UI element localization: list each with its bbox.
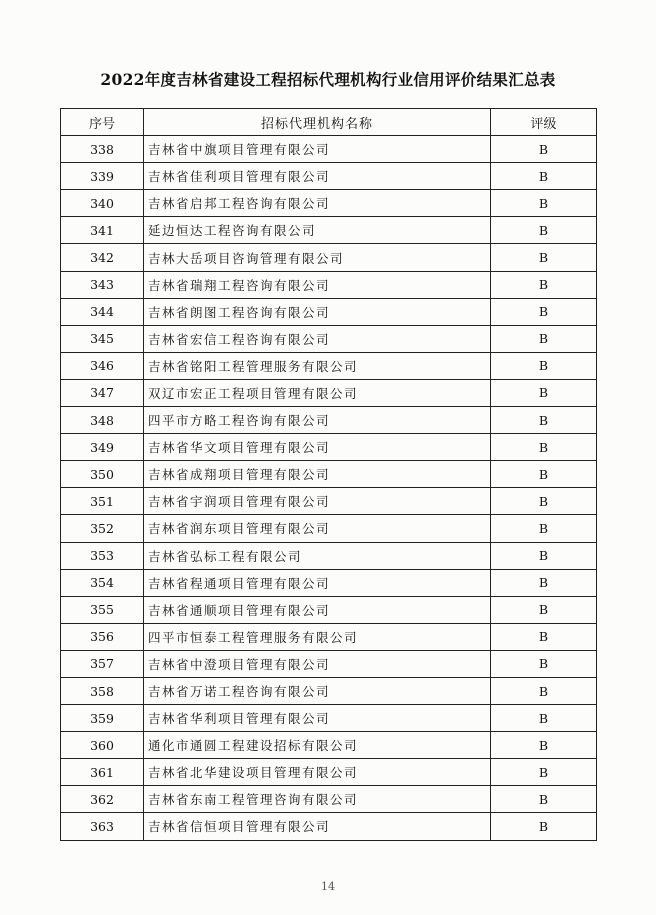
serial-number-cell: 362	[61, 786, 144, 813]
header-agency-name: 招标代理机构名称	[144, 109, 491, 136]
serial-number-cell: 342	[61, 244, 144, 271]
table-row	[61, 407, 597, 434]
grade-cell: B	[491, 705, 597, 732]
agency-name-cell: 通化市通圆工程建设招标有限公司	[144, 732, 491, 759]
grade-cell: B	[491, 190, 597, 217]
grade-cell: B	[491, 596, 597, 623]
agency-name-cell: 吉林省华利项目管理有限公司	[144, 705, 491, 732]
agency-name-cell: 吉林省铭阳工程管理服务有限公司	[144, 352, 491, 379]
agency-name-cell: 吉林省启邦工程咨询有限公司	[144, 190, 491, 217]
table-row	[61, 136, 597, 163]
serial-number-cell: 352	[61, 515, 144, 542]
serial-number-cell: 347	[61, 379, 144, 406]
agency-name-cell: 双辽市宏正工程项目管理有限公司	[144, 379, 491, 406]
agency-name-cell: 吉林省宇润项目管理有限公司	[144, 488, 491, 515]
document-title: 2022年度吉林省建设工程招标代理机构行业信用评价结果汇总表	[100, 70, 556, 89]
serial-number-cell: 351	[61, 488, 144, 515]
agency-name-cell: 吉林省中澄项目管理有限公司	[144, 650, 491, 677]
table-row	[61, 542, 597, 569]
serial-number-cell: 360	[61, 732, 144, 759]
serial-number-cell: 358	[61, 677, 144, 704]
agency-name-cell: 吉林省瑞翔工程咨询有限公司	[144, 271, 491, 298]
grade-cell: B	[491, 515, 597, 542]
table-row	[61, 163, 597, 190]
table-row	[61, 379, 597, 406]
table-row	[61, 623, 597, 650]
table-row	[61, 732, 597, 759]
agency-name-cell: 吉林省信恒项目管理有限公司	[144, 813, 491, 840]
grade-cell: B	[491, 461, 597, 488]
table-row	[61, 515, 597, 542]
table-row	[61, 352, 597, 379]
grade-cell: B	[491, 379, 597, 406]
grade-cell: B	[491, 569, 597, 596]
agency-name-cell: 吉林省北华建设项目管理有限公司	[144, 759, 491, 786]
agency-name-cell: 吉林省弘标工程有限公司	[144, 542, 491, 569]
table-row	[61, 434, 597, 461]
agency-name-cell: 四平市方略工程咨询有限公司	[144, 407, 491, 434]
page-number: 14	[321, 880, 335, 893]
grade-cell: B	[491, 813, 597, 840]
serial-number-cell: 361	[61, 759, 144, 786]
serial-number-cell: 357	[61, 650, 144, 677]
table-row	[61, 650, 597, 677]
serial-number-cell: 355	[61, 596, 144, 623]
grade-cell: B	[491, 434, 597, 461]
grade-cell: B	[491, 542, 597, 569]
serial-number-cell: 340	[61, 190, 144, 217]
agency-name-cell: 延边恒达工程咨询有限公司	[144, 217, 491, 244]
header-serial-number: 序号	[61, 109, 144, 136]
agency-name-cell: 吉林省朗图工程咨询有限公司	[144, 298, 491, 325]
table-row	[61, 705, 597, 732]
table-row	[61, 813, 597, 840]
agency-name-cell: 吉林省佳利项目管理有限公司	[144, 163, 491, 190]
serial-number-cell: 354	[61, 569, 144, 596]
grade-cell: B	[491, 407, 597, 434]
grade-cell: B	[491, 759, 597, 786]
table-row	[61, 325, 597, 352]
grade-cell: B	[491, 298, 597, 325]
serial-number-cell: 343	[61, 271, 144, 298]
grade-cell: B	[491, 325, 597, 352]
grade-cell: B	[491, 244, 597, 271]
table-row	[61, 244, 597, 271]
serial-number-cell: 338	[61, 136, 144, 163]
table-row	[61, 786, 597, 813]
serial-number-cell: 363	[61, 813, 144, 840]
grade-cell: B	[491, 677, 597, 704]
agency-name-cell: 吉林省宏信工程咨询有限公司	[144, 325, 491, 352]
serial-number-cell: 353	[61, 542, 144, 569]
grade-cell: B	[491, 732, 597, 759]
agency-name-cell: 吉林省中旗项目管理有限公司	[144, 136, 491, 163]
grade-cell: B	[491, 271, 597, 298]
serial-number-cell: 346	[61, 352, 144, 379]
table-header-row	[61, 109, 597, 136]
agency-name-cell: 吉林省程通项目管理有限公司	[144, 569, 491, 596]
agency-name-cell: 吉林省万诺工程咨询有限公司	[144, 677, 491, 704]
serial-number-cell: 349	[61, 434, 144, 461]
table-row	[61, 461, 597, 488]
agency-name-cell: 吉林省通顺项目管理有限公司	[144, 596, 491, 623]
agency-name-cell: 吉林省华文项目管理有限公司	[144, 434, 491, 461]
grade-cell: B	[491, 217, 597, 244]
grade-cell: B	[491, 623, 597, 650]
serial-number-cell: 344	[61, 298, 144, 325]
grade-cell: B	[491, 136, 597, 163]
serial-number-cell: 348	[61, 407, 144, 434]
serial-number-cell: 356	[61, 623, 144, 650]
agency-name-cell: 吉林大岳项目咨询管理有限公司	[144, 244, 491, 271]
grade-cell: B	[491, 352, 597, 379]
table-row	[61, 488, 597, 515]
serial-number-cell: 341	[61, 217, 144, 244]
header-grade: 评级	[491, 109, 597, 136]
table-row	[61, 596, 597, 623]
grade-cell: B	[491, 786, 597, 813]
table-row	[61, 190, 597, 217]
grade-cell: B	[491, 488, 597, 515]
table-row	[61, 759, 597, 786]
agency-name-cell: 吉林省润东项目管理有限公司	[144, 515, 491, 542]
agency-name-cell: 吉林省成翔项目管理有限公司	[144, 461, 491, 488]
grade-cell: B	[491, 650, 597, 677]
table-row	[61, 271, 597, 298]
table-row	[61, 569, 597, 596]
serial-number-cell: 339	[61, 163, 144, 190]
serial-number-cell: 359	[61, 705, 144, 732]
rating-table	[60, 108, 597, 841]
serial-number-cell: 345	[61, 325, 144, 352]
table-row	[61, 217, 597, 244]
agency-name-cell: 吉林省东南工程管理咨询有限公司	[144, 786, 491, 813]
grade-cell: B	[491, 163, 597, 190]
table-row	[61, 677, 597, 704]
serial-number-cell: 350	[61, 461, 144, 488]
table-row	[61, 298, 597, 325]
agency-name-cell: 四平市恒泰工程管理服务有限公司	[144, 623, 491, 650]
